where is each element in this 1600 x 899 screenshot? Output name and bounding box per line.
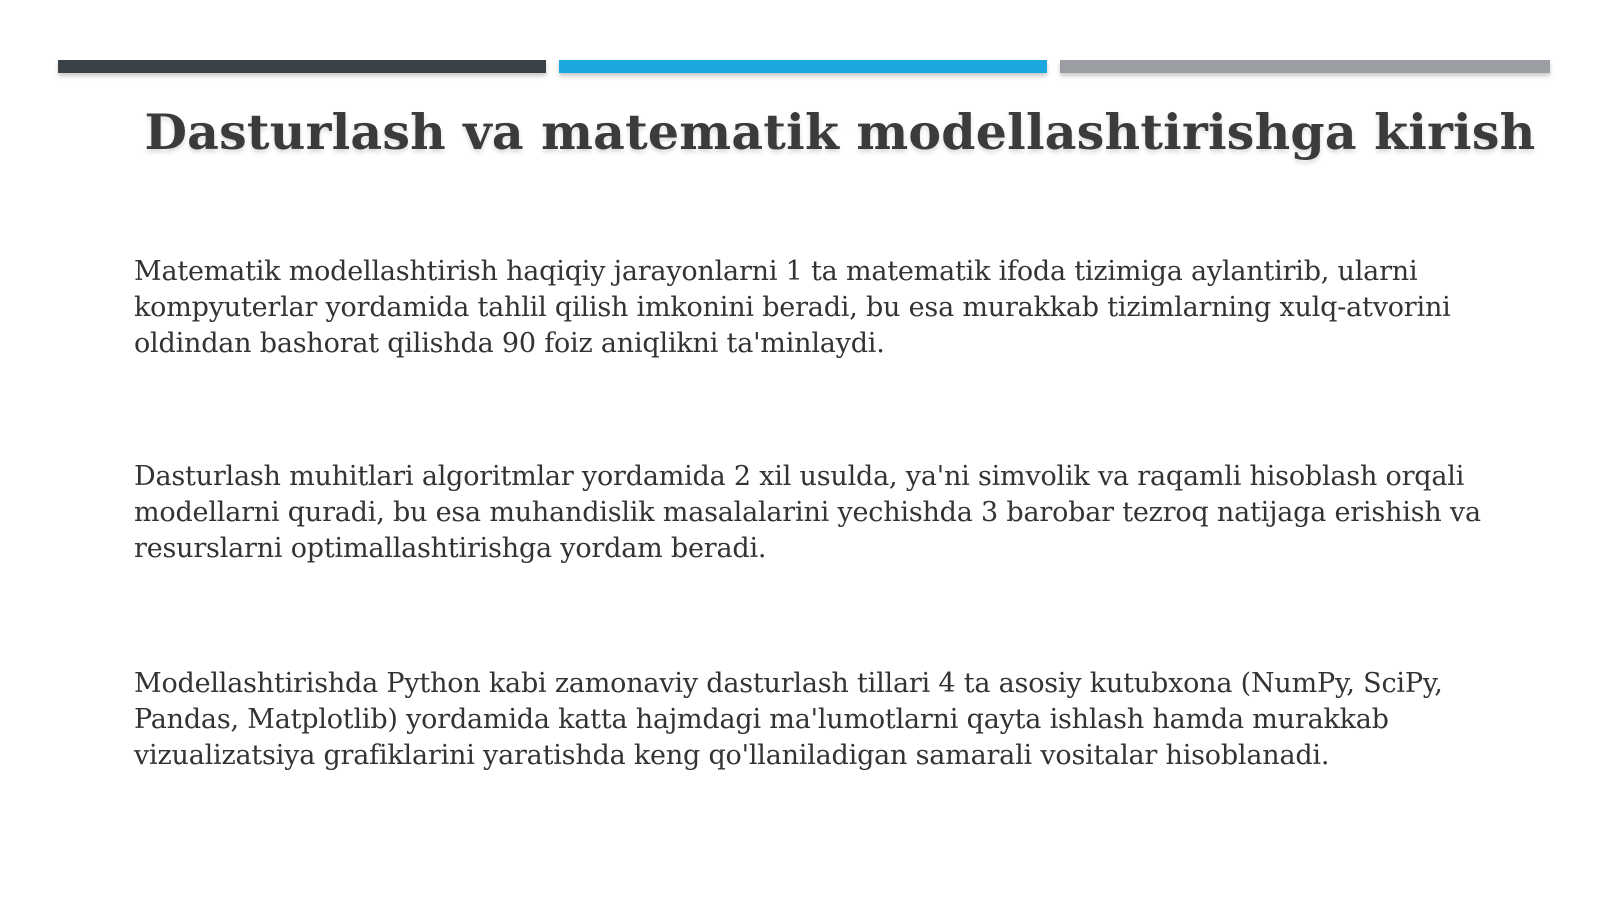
accent-bar-gray [1060, 60, 1550, 73]
paragraph-programming-environments: Dasturlash muhitlari algoritmlar yordamida 2 xil usulda, ya'ni simvolik va raqamli hisoblash orqali modellarni quradi, bu esa muhandislik masalalarini yechishda 3 barobar tezroq natijaga erishish va resurslarni optimallashtirishga yordam beradi. [134, 461, 1481, 564]
paragraph-python-libraries: Modellashtirishda Python kabi zamonaviy dasturlash tillari 4 ta asosiy kutubxona (NumPy, SciPy, Pandas, Matplotlib) yordamida katta hajmdagi ma'lumotlarni qayta ishlash hamda murakkab vizualizatsiya grafiklarini yaratishda keng qo'llaniladigan samarali vositalar hisoblanadi. [134, 668, 1443, 771]
slide-title: Dasturlash va matematik modellashtirishga kirish [144, 103, 1536, 161]
accent-bar-dark [58, 60, 546, 73]
paragraph-modeling: Matematik modellashtirish haqiqiy jarayonlarni 1 ta matematik ifoda tizimiga aylantirib, ularni kompyuterlar yordamida tahlil qilish imkonini beradi, bu esa murakkab tizimlarning xulq-atvorini oldindan bashorat qilishda 90 foiz aniqlikni ta'minlaydi. [134, 256, 1451, 359]
accent-bar-blue [559, 60, 1047, 73]
accent-bars [58, 60, 1550, 73]
